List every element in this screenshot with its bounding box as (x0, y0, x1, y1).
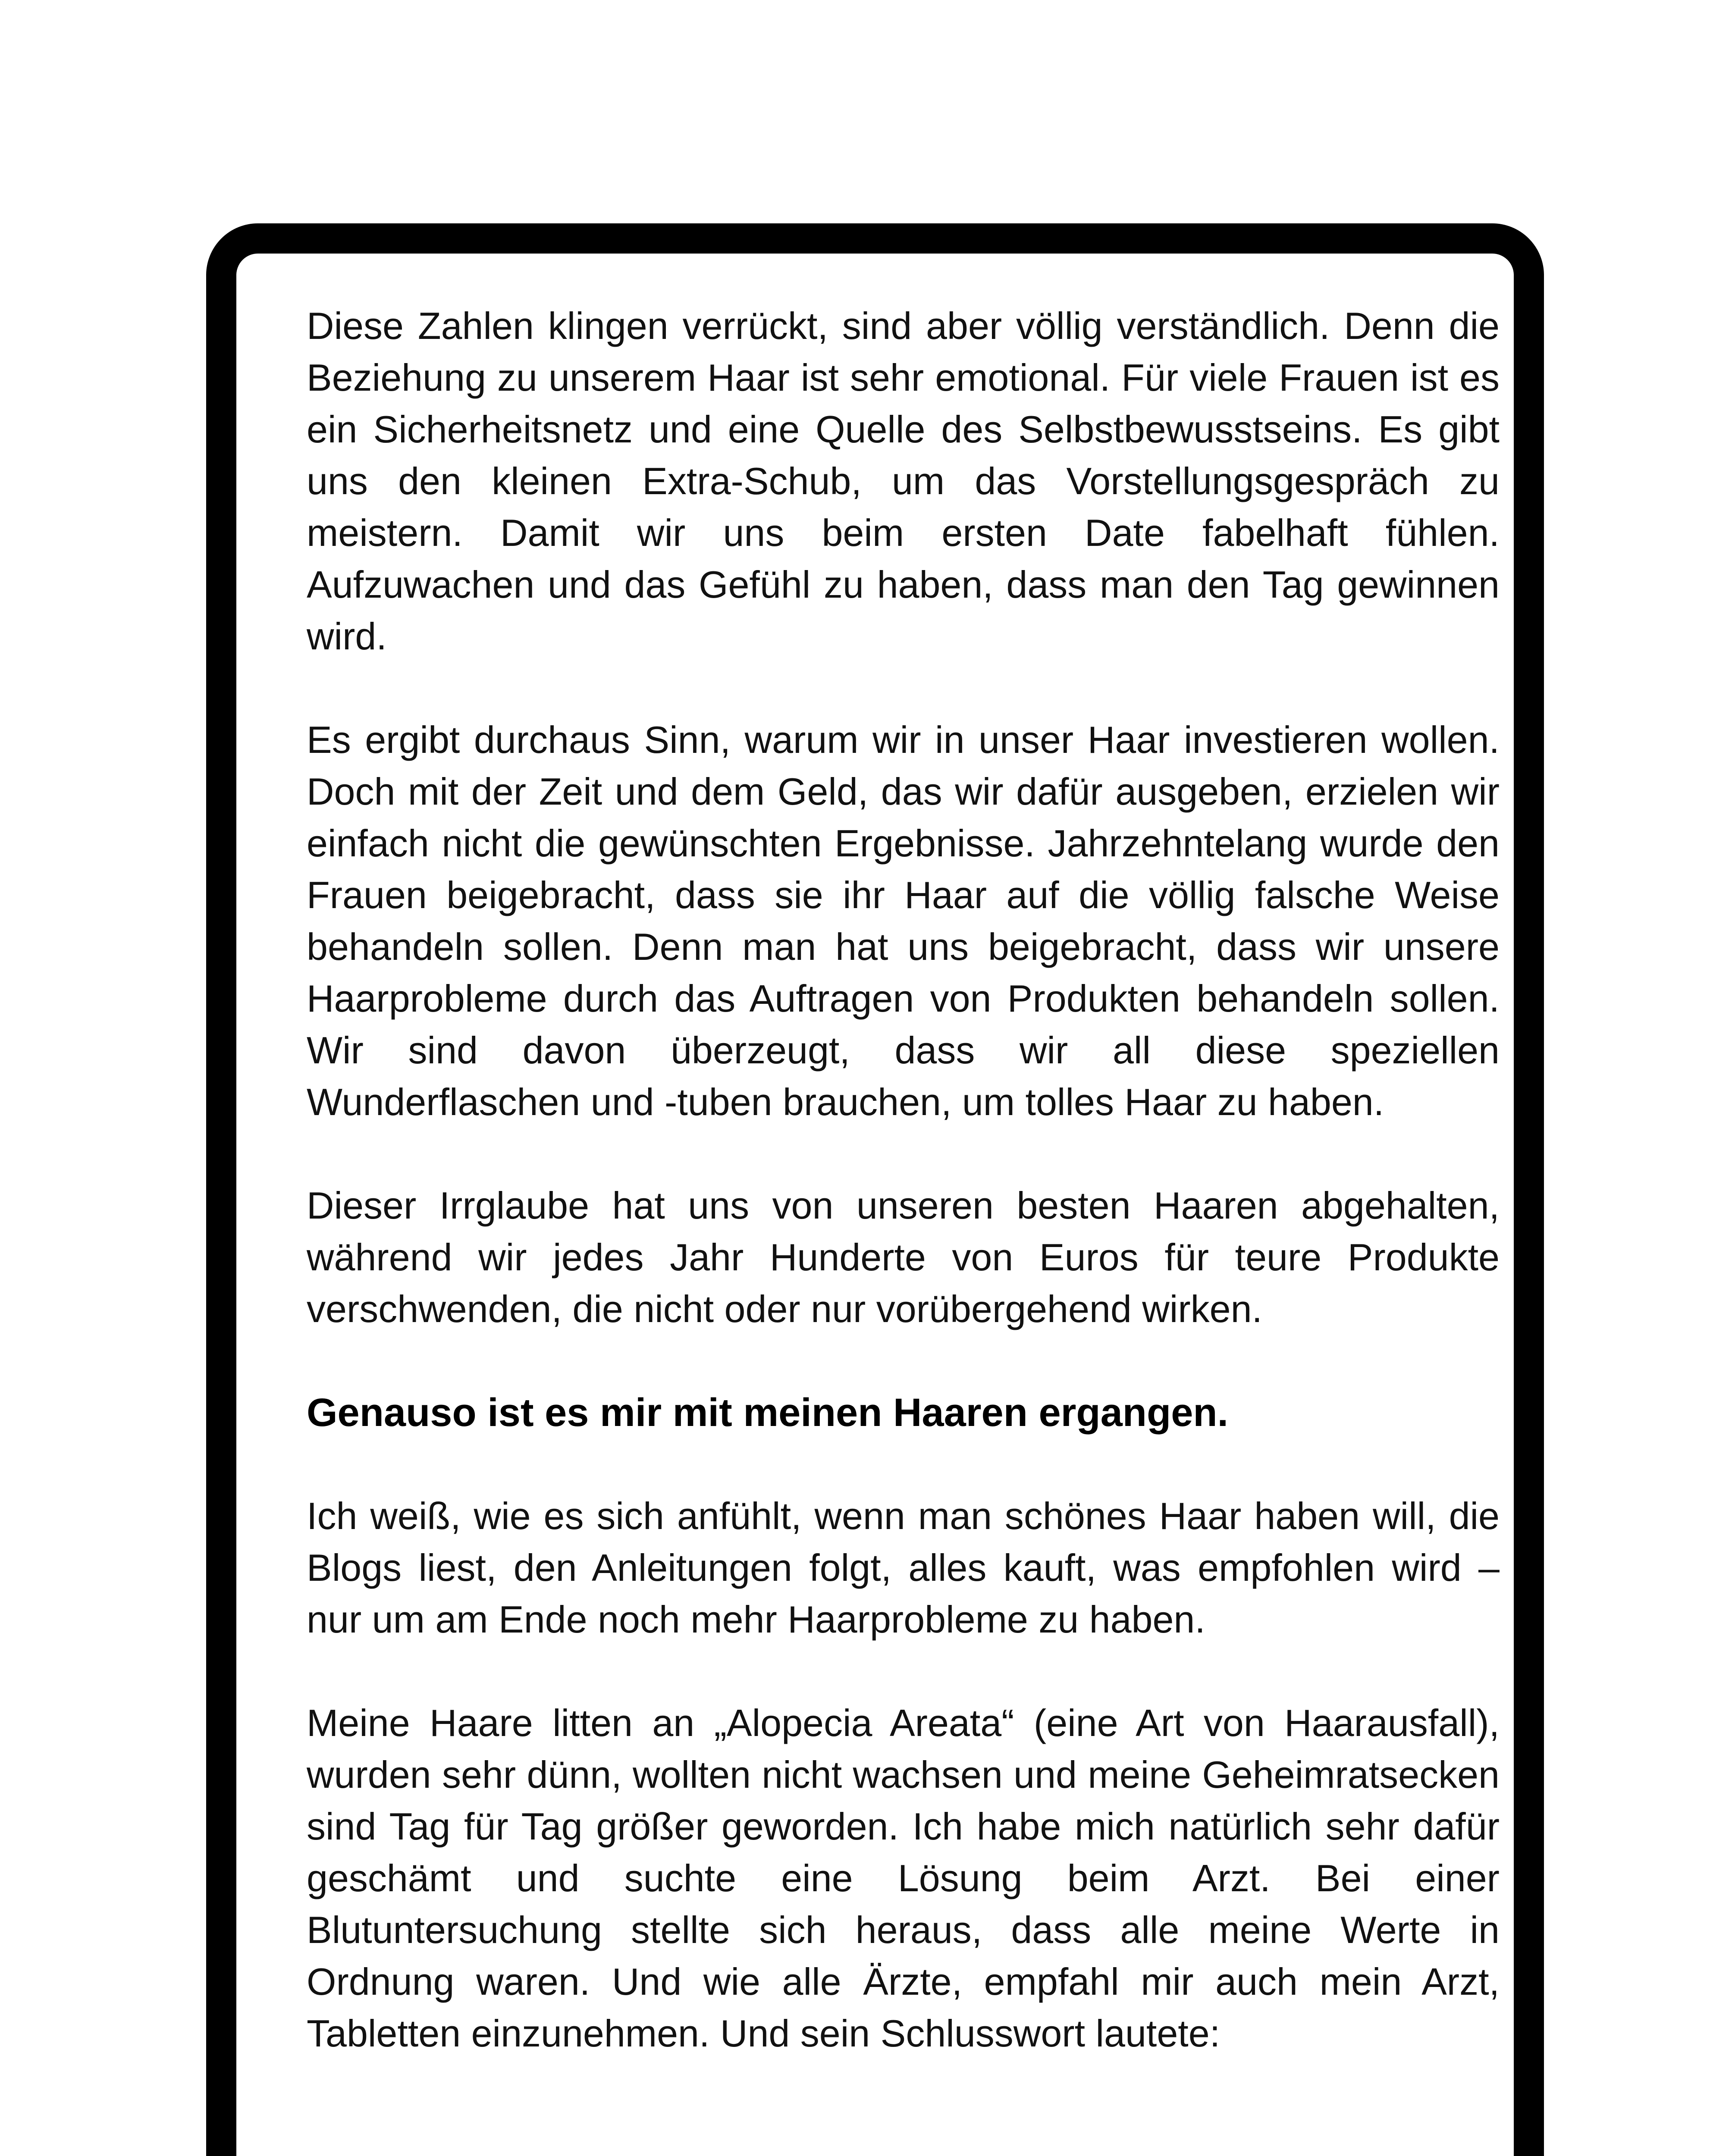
section-heading: Genauso ist es mir mit meinen Haaren ergangen. (307, 1391, 1229, 1435)
text-content (307, 300, 1500, 2059)
paragraph-5: Meine Haare litten an „Alopecia Areata“ (eine Art von Haarausfall), wurden sehr dünn, wollten nicht wachsen und meine Geheimratsecken sind Tag für Tag größer geworden. Ich habe mich natürlich sehr dafür geschämt und suchte eine Lösung beim Arzt. Bei einer Blutuntersuchung stellte sich heraus, dass alle meine Werte in Ordnung waren. Und wie alle Ärzte, empfahl mir auch mein Arzt, Tabletten einzunehmen. Und sein Schlusswort lautete: (307, 1702, 1500, 2055)
paragraph-4: Ich weiß, wie es sich anfühlt, wenn man schönes Haar haben will, die Blogs liest, den Anleitungen folgt, alles kauft, was empfohlen wird – nur um am Ende noch mehr Haarprobleme zu haben. (307, 1495, 1500, 1641)
content-frame (206, 223, 1544, 2156)
paragraph-3: Dieser Irrglaube hat uns von unseren besten Haaren abgehalten, während wir jedes Jahr Hunderte von Euros für teure Produkte verschwenden, die nicht oder nur vorübergehend wirken. (307, 1184, 1500, 1330)
paragraph-2: Es ergibt durchaus Sinn, warum wir in unser Haar investieren wollen. Doch mit der Zeit und dem Geld, das wir dafür ausgeben, erzielen wir einfach nicht die gewünschten Ergebnisse. Jahrzehntelang wurde den Frauen beigebracht, dass sie ihr Haar auf die völlig falsche Weise behandeln sollen. Denn man hat uns beigebracht, dass wir unsere Haarprobleme durch das Auftragen von Produkten behandeln sollen. Wir sind davon überzeugt, dass wir all diese speziellen Wunderflaschen und -tuben brauchen, um tolles Haar zu haben. (307, 718, 1500, 1123)
paragraph-1: Diese Zahlen klingen verrückt, sind aber völlig verständlich. Denn die Beziehung zu unserem Haar ist sehr emotional. Für viele Frauen ist es ein Sicherheitsnetz und eine Quelle des Selbstbewusstseins. Es gibt uns den kleinen Extra-Schub, um das Vorstellungsgespräch zu meistern. Damit wir uns beim ersten Date fabelhaft fühlen. Aufzuwachen und das Gefühl zu haben, dass man den Tag gewinnen wird. (307, 304, 1500, 658)
